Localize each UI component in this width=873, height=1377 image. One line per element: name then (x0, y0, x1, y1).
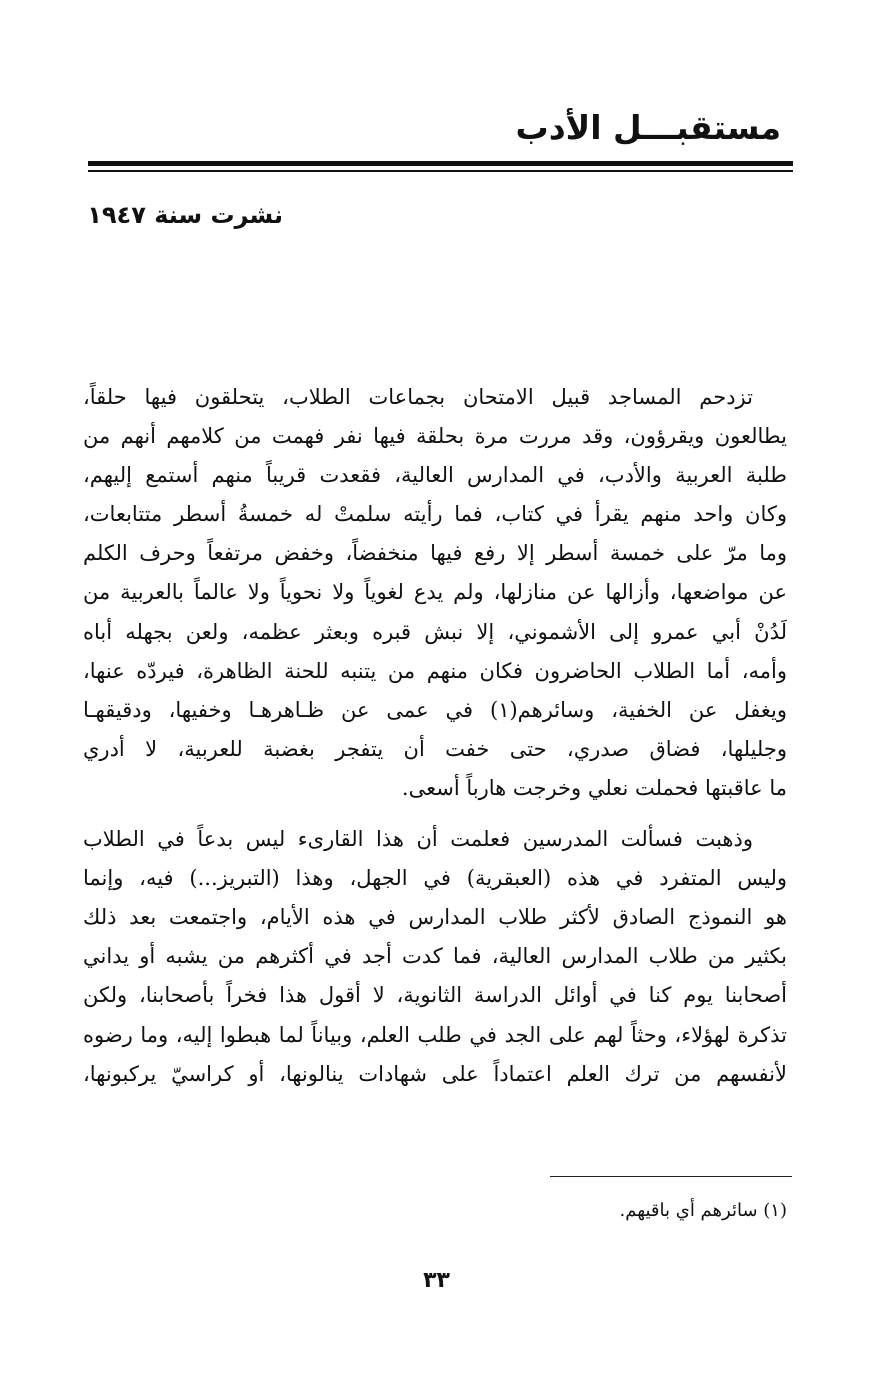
text-line: ويغفل عن الخفية، وسائرهم(١) في عمى عن ظـاهرهـا وخفيها، ودقيقهـا (83, 697, 787, 722)
text-line: وليس المتفرد في هذه (العبقرية) في الجهل، وهذا (التبريز...) فيه، وإنما (83, 866, 787, 891)
text-line: وجليلها، فضاق صدري، حتى خفت أن يتفجر بغضبة للعربية، لا أدري (83, 736, 787, 761)
paragraph-2 (83, 820, 787, 1094)
text-line: لَدُنْ أبي عمرو إلى الأشموني، إلا نبش قبره وبعثر عظمه، ولعن بجهله أباه (83, 619, 787, 644)
text-line: وأمه، أما الطلاب الحاضرون فكان منهم من يتنبه للحنة الظاهرة، فيردّه عنها، (83, 658, 787, 683)
text-line: لأنفسهم من ترك العلم اعتماداً على شهادات ينالونها، أو كراسيّ يركبونها، (83, 1061, 787, 1086)
paragraph-1 (83, 378, 787, 808)
publication-note: نشرت سنة ١٩٤٧ (87, 201, 283, 229)
text-line: ما عاقبتها فحملت نعلي وخرجت هارباً أسعى. (401, 775, 787, 800)
text-line: هو النموذج الصادق لأكثر طلاب المدارس في هذه الأيام، واجتمعت بعد ذلك (83, 905, 787, 930)
text-line: تزدحم المساجد قبيل الامتحان بجماعات الطلاب، يتحلقون فيها حلقاً، (83, 385, 753, 409)
chapter-title: مستقبـــل الأدب (515, 108, 781, 147)
title-rule-thick (88, 161, 793, 166)
footnote: (١) سائرهم أي باقيهم. (619, 1200, 787, 1221)
text-line: وما مرّ على خمسة أسطر إلا رفع فيها منخفضاً، وخفض مرتفعاً وحرف الكلم (83, 541, 787, 566)
text-line: يطالعون ويقرؤون، وقد مررت مرة بحلقة فيها نفر فهمت من كلامهم أنهم من (83, 424, 787, 449)
title-rule-thin (88, 170, 793, 172)
text-line: تذكرة لهؤلاء، وحثاً لهم على الجد في طلب العلم، وبياناً لما هبطوا إليه، وما رضوه (83, 1022, 787, 1047)
page-number: ٣٣ (423, 1268, 450, 1293)
text-line: وكان واحد منهم يقرأ في كتاب، فما رأيته سلمتْ له خمسةُ أسطر متتابعات، (83, 502, 787, 527)
text-line: طلبة العربية والأدب، في المدارس العالية، فقعدت قريباً منهم أستمع إليهم، (83, 463, 787, 488)
text-line: عن مواضعها، وأزالها عن منازلها، ولم يدع لغوياً ولا نحوياً ولا عالماً بالعربية من (83, 580, 787, 605)
text-line: أصحابنا يوم كنا في أوائل الدراسة الثانوية، لا أقول هذا فخراً بأصحابنا، ولكن (83, 983, 787, 1008)
body-text (83, 378, 787, 1094)
footnote-separator (550, 1176, 792, 1177)
text-line: وذهبت فسألت المدرسين فعلمت أن هذا القارىء ليس بدعاً في الطلاب (83, 827, 753, 852)
text-line: بكثير من طلاب المدارس العالية، فما كدت أجد في أكثرهم من يشبه أو يداني (83, 944, 787, 969)
